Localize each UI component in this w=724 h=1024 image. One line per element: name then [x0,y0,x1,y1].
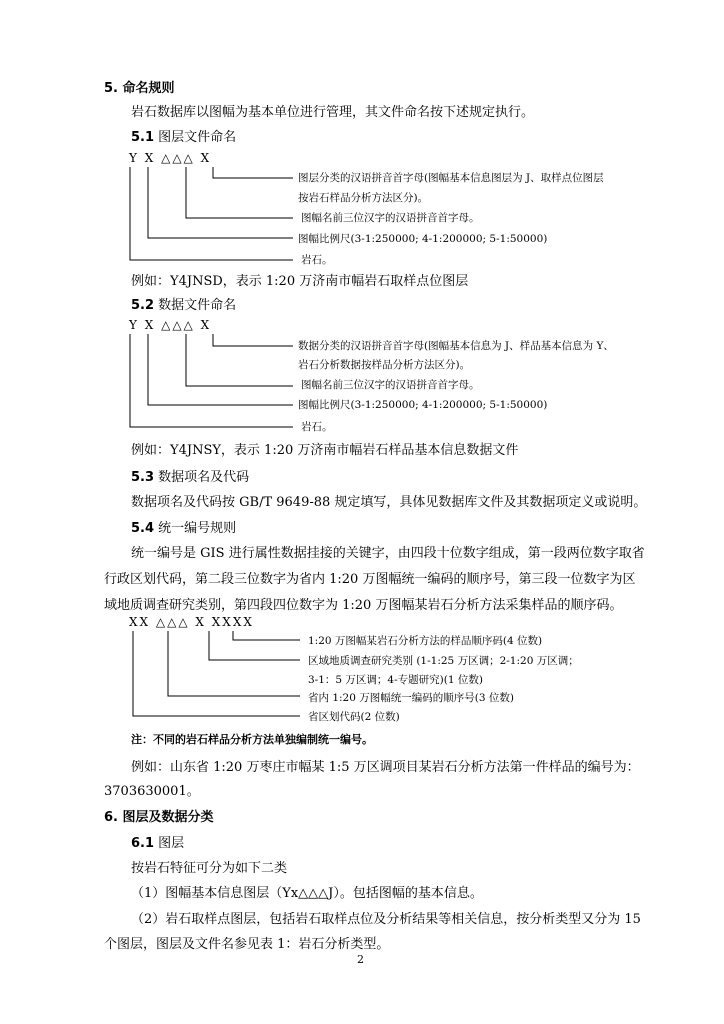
unified-number-note: 注：不同的岩石样品分析方法单独编制统一编号。 [131,733,373,746]
data-desc-category-line1: 数据分类的汉语拼音首字母(图幅基本信息为 J、样品基本信息为 Y、 [298,340,614,352]
data-name-example: 例如：Y4JNSY，表示 1:20 万济南市幅岩石样品基本信息数据文件 [131,443,519,458]
section-5-4-para-line3: 域地质调查研究类别，第四段四位数字为 1:20 万图幅某岩石分析方法采集样品的顺序码。 [104,598,623,613]
section-5-4-para-line2: 行政区划代码，第二段三位数字为省内 1:20 万图幅统一编码的顺序号，第三段一位数字为区 [104,572,636,587]
layer-name-code-pattern: Y X △△△ X [129,151,212,165]
section-5-heading: 5. 命名规则 [104,81,175,96]
data-desc-rock: 岩石。 [301,421,333,433]
layer-type-item-1: （1）图幅基本信息图层（Yx△△△J）。包括图幅的基本信息。 [131,886,483,901]
layer-desc-category-line2: 按岩石样品分析方法区分)。 [298,192,429,204]
layer-desc-category-line1: 图层分类的汉语拼音首字母(图幅基本信息图层为 J、取样点位图层 [298,172,604,184]
subsection-title: 图层 [158,836,185,851]
section-5-4-para-line1: 统一编号是 GIS 进行属性数据挂接的关键字，由四段十位数字组成，第一段两位数字取省 [131,546,645,561]
section-6-heading: 6. 图层及数据分类 [104,810,214,825]
subsection-title: 图层文件命名 [158,130,237,145]
section-6-intro: 按岩石特征可分为如下二类 [131,861,288,876]
layer-name-example: 例如：Y4JNSD，表示 1:20 万济南市幅岩石取样点位图层 [131,274,469,289]
unified-desc-sample-seq: 1:20 万图幅某岩石分析方法的样品顺序码(4 位数) [308,635,543,647]
subsection-6-1-heading [131,832,184,851]
subsection-number: 5.1 [131,130,155,145]
subsection-title: 数据文件命名 [158,298,237,313]
subsection-number: 6.1 [131,836,155,851]
unified-number-code-pattern: XX △△△ X XXXX [129,615,254,629]
subsection-number: 5.3 [131,470,155,485]
layer-type-item-2-line1: （2）岩石取样点图层，包括岩石取样点位及分析结果等相关信息，按分析类型又分为 15 [131,912,641,927]
layer-desc-mapname: 图幅名前三位汉字的汉语拼音首字母。 [301,212,480,224]
layer-desc-rock: 岩石。 [301,254,333,266]
subsection-number: 5.2 [131,298,155,313]
section-5-intro: 岩石数据库以图幅为基本单位进行管理，其文件命名按下述规定执行。 [131,105,535,120]
section-5-3-text: 数据项名及代码按 GB/T 9649-88 规定填写，具体见数据库文件及其数据项定义或说明。 [131,495,647,510]
unified-desc-province-code: 省区划代码(2 位数) [308,711,400,723]
layer-type-item-2-line2: 个图层，图层及文件名参见表 1：岩石分析类型。 [104,937,390,952]
unified-desc-survey-type-line2: 3-1：5 万区调；4-专题研究)(1 位数) [308,674,483,686]
subsection-title: 统一编号规则 [158,521,237,536]
data-desc-mapname: 图幅名前三位汉字的汉语拼音首字母。 [301,379,480,391]
data-desc-scale: 图幅比例尺(3-1:250000; 4-1:200000; 5-1:50000) [298,399,548,411]
subsection-number: 5.4 [131,521,155,536]
page-number: 2 [357,953,364,966]
unified-desc-survey-type-line1: 区域地质调查研究类别 (1-1:25 万区调；2-1:20 万区调； [308,655,579,667]
data-desc-category-line2: 岩石分析数据按样品分析方法区分)。 [298,359,471,371]
unified-desc-map-seq: 省内 1:20 万图幅统一编码的顺序号(3 位数) [308,692,514,704]
data-name-code-pattern: Y X △△△ X [129,318,212,332]
layer-desc-scale: 图幅比例尺(3-1:250000; 4-1:200000; 5-1:50000) [298,233,548,245]
subsection-title: 数据项名及代码 [158,470,250,485]
unified-number-example-line1: 例如：山东省 1:20 万枣庄市幅某 1:5 万区调项目某岩石分析方法第一件样品的编号为： [131,760,640,775]
unified-number-example-line2: 3703630001。 [104,784,200,799]
